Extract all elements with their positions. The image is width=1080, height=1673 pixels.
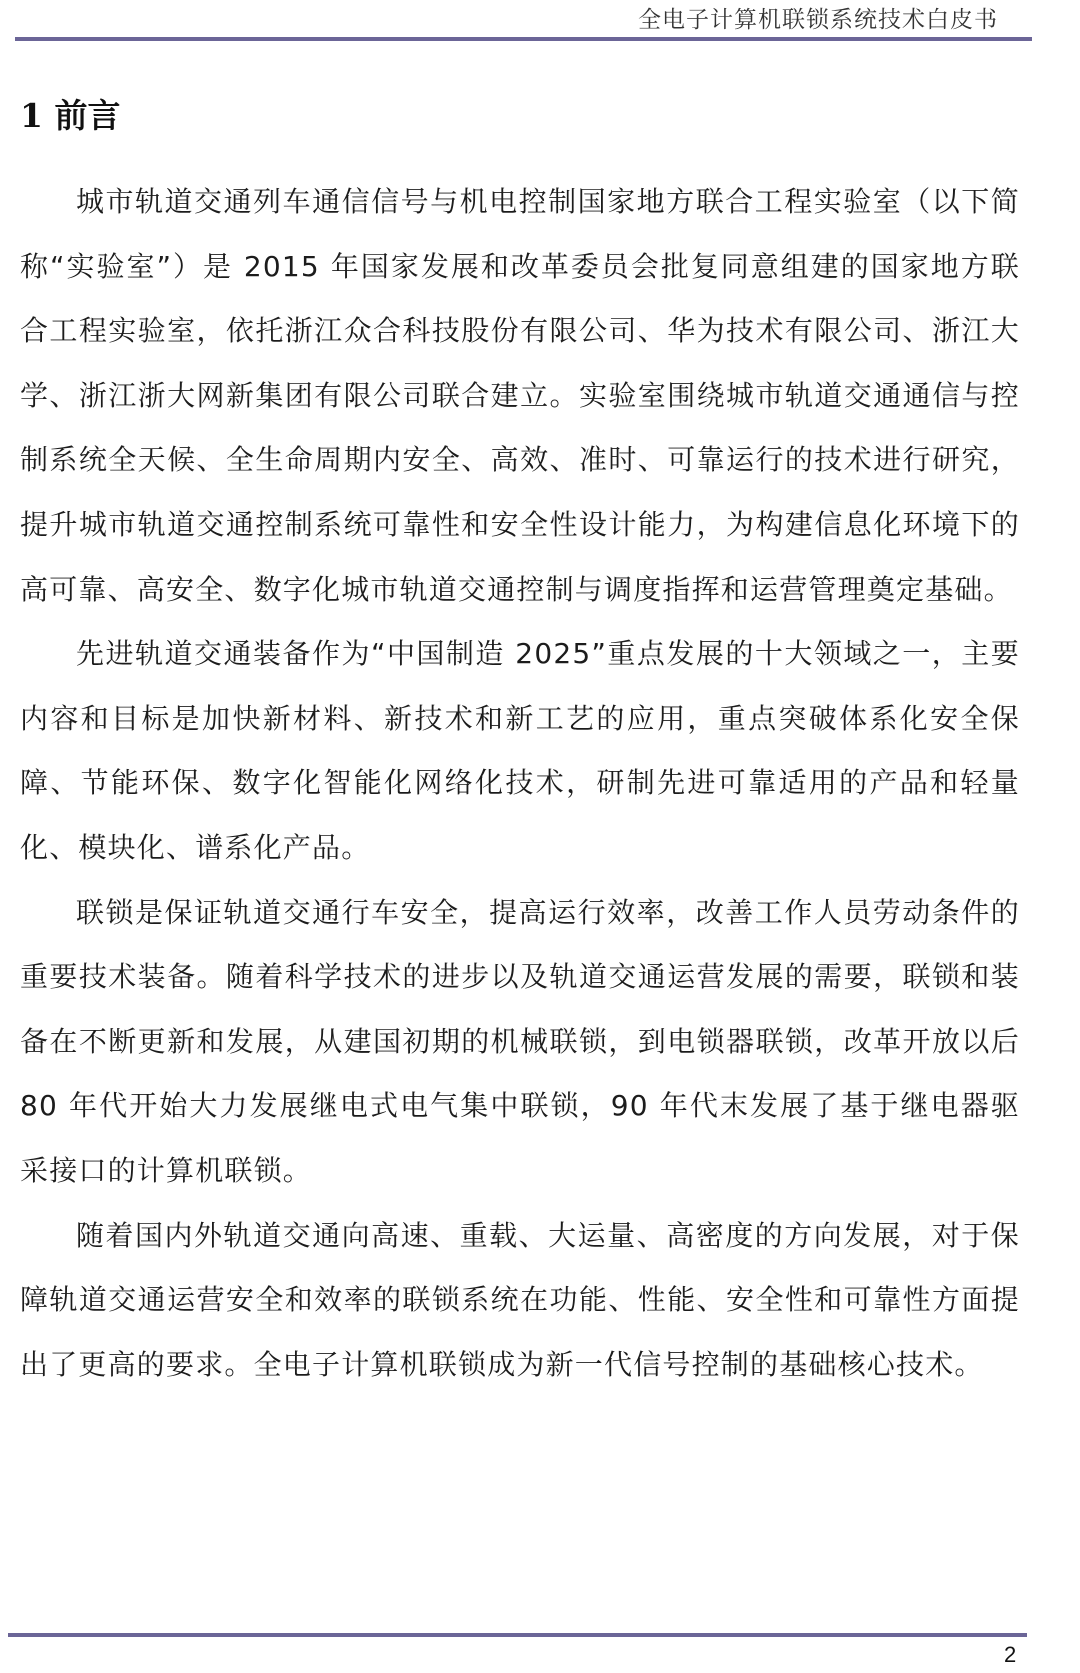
body-text (20, 170, 1020, 1397)
paragraph-interlocking-history: 联锁是保证轨道交通行车安全，提高运行效率，改善工作人员劳动条件的重要技术装备。随着科学技术的进步以及轨道交通运营发展的需要，联锁和装备在不断更新和发展，从建国初期的机械联锁，到电锁器联锁，改革开放以后 80 年代开始大力发展继电式电气集中联锁，90 年代末发展了基于继电器驱采接口的计算机联锁。 (20, 895, 1020, 1187)
page-number: 2 (1004, 1642, 1017, 1667)
paragraph-lab-intro: 城市轨道交通列车通信信号与机电控制国家地方联合工程实验室（以下简称“实验室”）是 2015 年国家发展和改革委员会批复同意组建的国家地方联合工程实验室，依托浙江众合科技股份有限公司、华为技术有限公司、浙江大学、浙江浙大网新集团有限公司联合建立。实验室围绕城市轨道交通通信与控制系统全天候、全生命周期内安全、高效、准时、可靠运行的技术进行研究，提升城市轨道交通控制系统可靠性和安全性设计能力，为构建信息化环境下的高可靠、高安全、数字化城市轨道交通控制与调度指挥和运营管理奠定基础。 (20, 185, 1020, 606)
header-divider (15, 37, 1032, 41)
section-heading: 1 前言 (20, 96, 121, 135)
paragraph-all-electronic-interlocking: 随着国内外轨道交通向高速、重载、大运量、高密度的方向发展，对于保障轨道交通运营安全和效率的联锁系统在功能、性能、安全性和可靠性方面提出了更高的要求。全电子计算机联锁成为新一代信号控制的基础核心技术。 (20, 1218, 1020, 1381)
running-header-title: 全电子计算机联锁系统技术白皮书 (638, 7, 998, 33)
footer-divider (8, 1633, 1027, 1637)
paragraph-made-in-china-2025: 先进轨道交通装备作为“中国制造 2025”重点发展的十大领域之一，主要内容和目标是加快新材料、新技术和新工艺的应用，重点突破体系化安全保障、节能环保、数字化智能化网络化技术，研制先进可靠适用的产品和轻量化、模块化、谱系化产品。 (20, 637, 1020, 864)
